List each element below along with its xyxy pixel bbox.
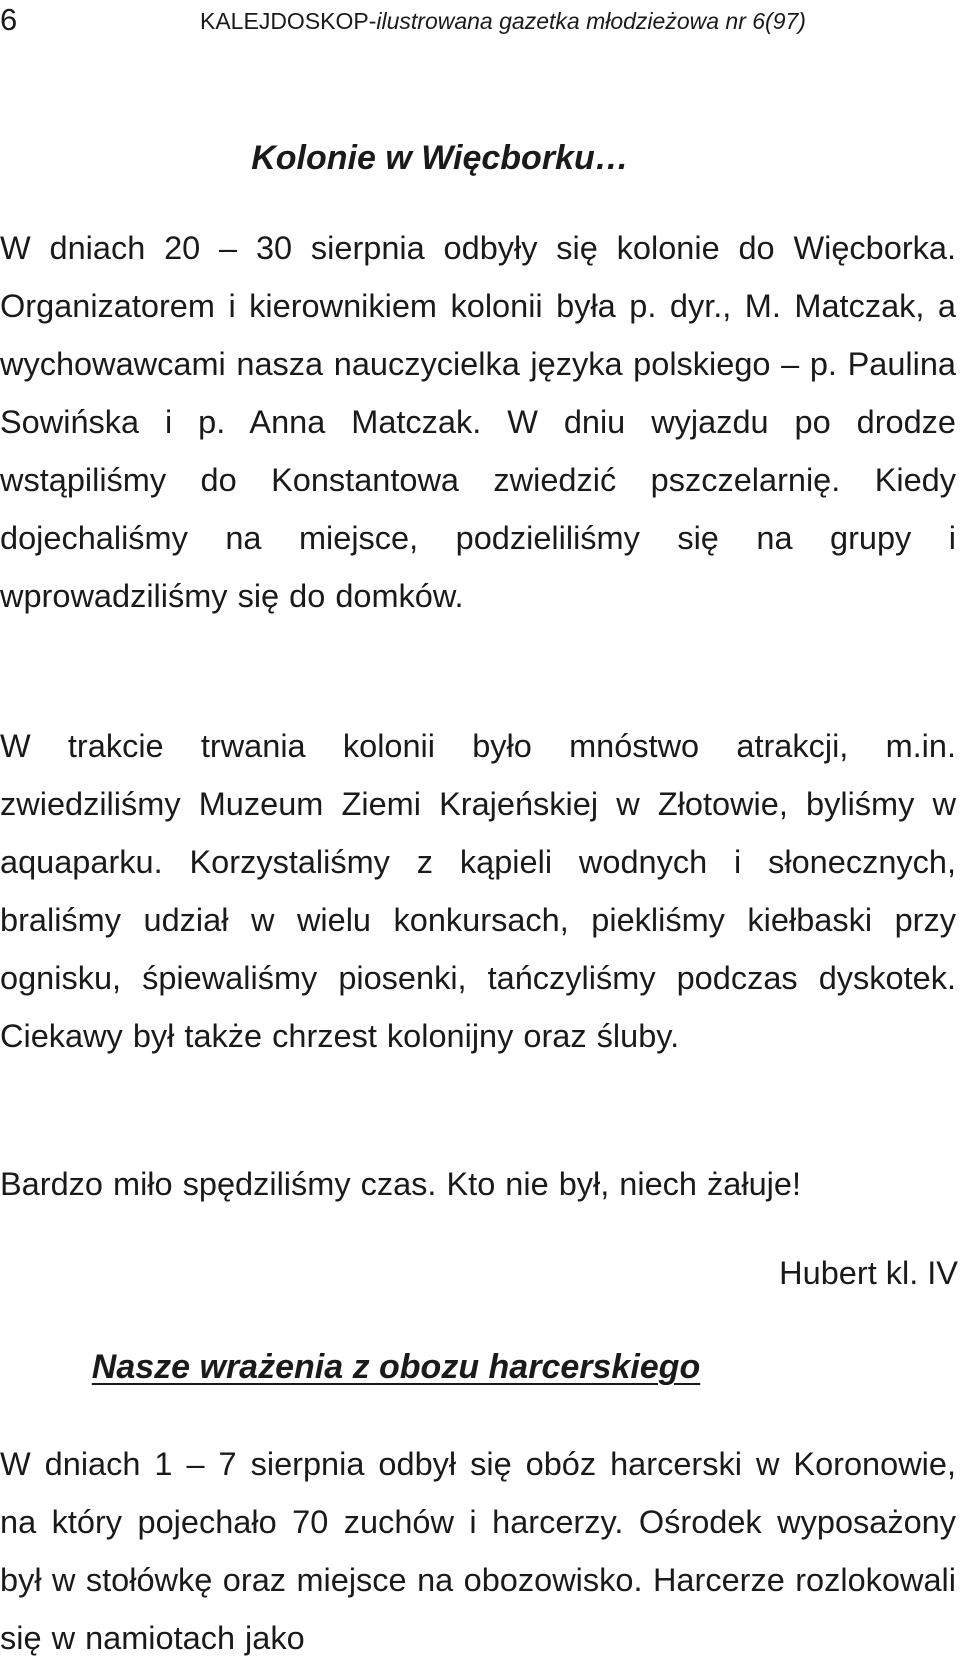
- publication-subtitle: ilustrowana gazetka młodzieżowa nr 6(97): [376, 8, 806, 34]
- publication-name: KALEJDOSKOP-: [200, 8, 377, 34]
- article-paragraph: Bardzo miło spędziliśmy czas. Kto nie był, niech żałuje!: [0, 1166, 801, 1202]
- article-title-kolonie: Kolonie w Więcborku…: [251, 139, 629, 177]
- page-header: [0, 0, 960, 48]
- page-number: 6: [0, 2, 18, 37]
- article-title-oboz: Nasze wrażenia z obozu harcerskiego: [91, 1348, 701, 1386]
- article-paragraph: W dniach 1 – 7 sierpnia odbył się obóz harcerski w Koronowie, na który pojechało 70 zuchów i harcerzy. Ośrodek wyposażony był w stołówkę oraz miejsce na obozowisko. Harcerze rozlokowali się w namiotach jako: [0, 1446, 956, 1656]
- article-paragraph: W dniach 20 – 30 sierpnia odbyły się kolonie do Więcborka. Organizatorem i kierownikiem kolonii była p. dyr., M. Matczak, a wychowawcami nasza nauczycielka języka polskiego – p. Paulina Sowińska i p. Anna Matczak. W dniu wyjazdu po drodze wstąpiliśmy do Konstantowa zwiedzić pszczelarnię. Kiedy dojechaliśmy na miejsce, podzieliliśmy się na grupy i wprowadziliśmy się do domków.: [0, 230, 956, 614]
- article-signature: Hubert kl. IV: [779, 1255, 958, 1291]
- article-paragraph: W trakcie trwania kolonii było mnóstwo atrakcji, m.in. zwiedziliśmy Muzeum Ziemi Krajeńskiej w Złotowie, byliśmy w aquaparku. Korzystaliśmy z kąpieli wodnych i słonecznych, braliśmy udział w wielu konkursach, piekliśmy kiełbaski przy ognisku, śpiewaliśmy piosenki, tańczyliśmy podczas dyskotek. Ciekawy był także chrzest kolonijny oraz śluby.: [0, 728, 956, 1054]
- running-head: [200, 6, 806, 36]
